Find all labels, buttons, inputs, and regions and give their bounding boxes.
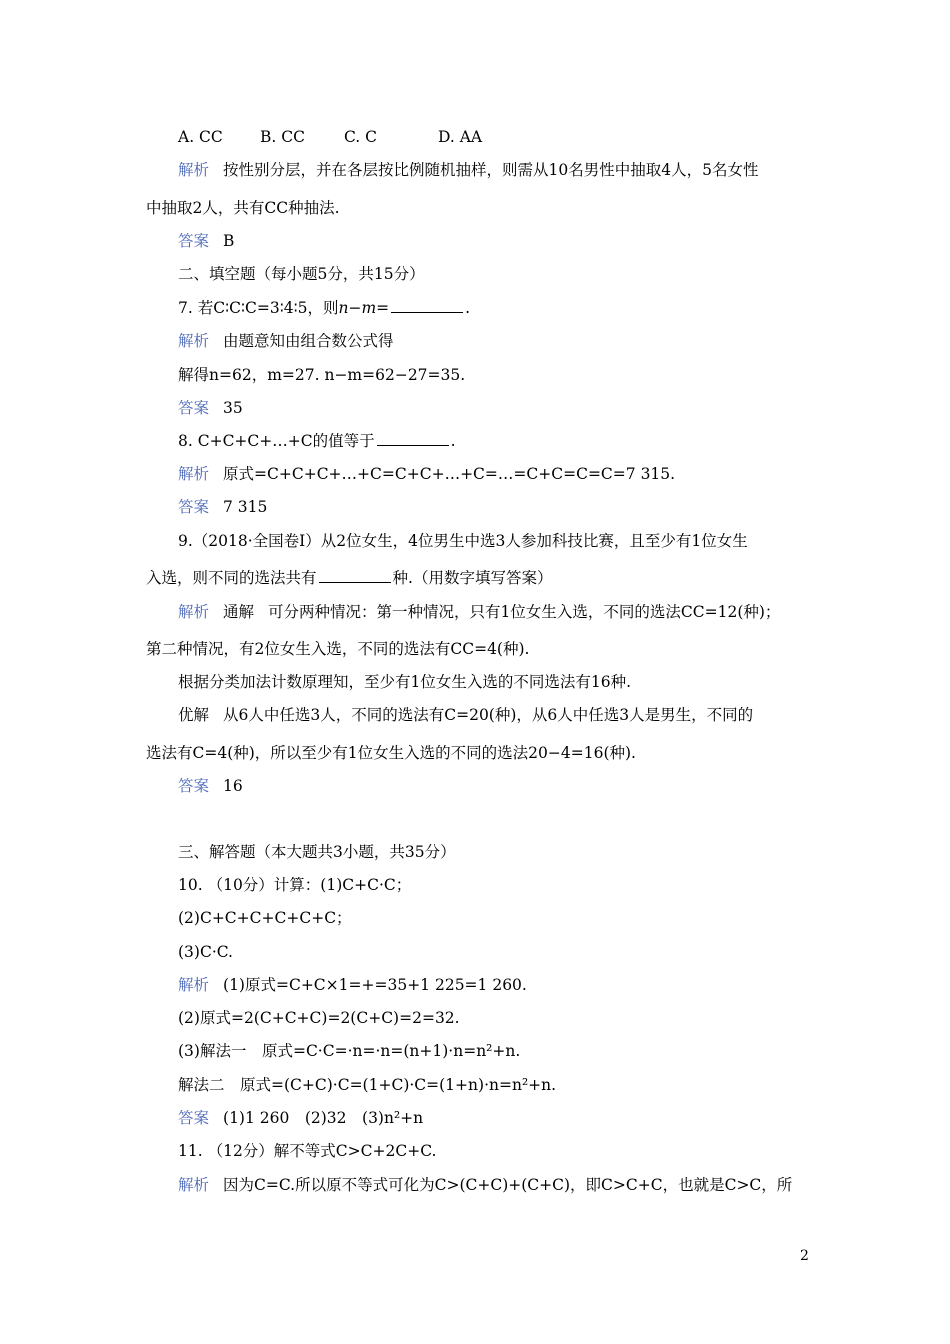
q7-stem-expr: n−m=: [338, 299, 390, 317]
q8-analysis-text: 原式=C+C+C+…+C=C+C+…+C=…=C+C=C=C=7 315.: [223, 465, 676, 483]
answer-tag: 答案: [178, 399, 210, 417]
q10-answer: [178, 1108, 423, 1128]
q9-stem-line1: 9.（2018·全国卷Ⅰ）从2位女生，4位男生中选3人参加科技比赛，且至少有1位女生: [178, 532, 748, 550]
q9-stem-tail: 种.（用数字填写答案）: [392, 569, 553, 587]
q7-stem: [178, 298, 470, 318]
q9-better-line1: [178, 705, 753, 725]
q9-stem-text: 入选，则不同的选法共有: [146, 569, 317, 587]
q7-answer-value: 35: [223, 399, 243, 417]
option-c: C. C: [344, 128, 378, 146]
answer-tag: 答案: [178, 498, 210, 516]
better-solution-label: 优解: [178, 706, 210, 724]
q8-stem-text: 8. C+C+C+…+C的值等于: [178, 432, 375, 450]
page-number: 2: [800, 1248, 809, 1264]
answer-tag: 答案: [178, 232, 210, 250]
analysis-tag: 解析: [178, 161, 210, 179]
q10-answer-value: (1)1 260 (2)32 (3)n²+n: [223, 1109, 424, 1127]
q9-answer: [178, 776, 243, 796]
answer-blank: [319, 568, 391, 583]
choice-options: [178, 127, 482, 147]
q11-analysis: [178, 1175, 792, 1195]
q11-analysis-text: 因为C=C.所以原不等式可化为C>(C+C)+(C+C)，即C>C+C，也就是C>C，所: [223, 1176, 793, 1194]
q10-analysis-line4: 解法二 原式=(C+C)·C=(1+C)·C=(1+n)·n=n²+n.: [178, 1076, 557, 1094]
section3-title: 三、解答题（本大题共3小题，共35分）: [178, 843, 456, 861]
answer-blank: [377, 431, 449, 446]
q10-stem-line3: (3)C·C.: [178, 943, 233, 961]
option-d: D. AA: [438, 128, 483, 146]
general-solution-label: 通解: [223, 603, 255, 621]
answer-blank: [391, 298, 463, 313]
q8-answer-value: 7 315: [223, 498, 268, 516]
q8-stem-end: .: [450, 432, 456, 450]
q7-stem-text: 7. 若C∶C∶C=3∶4∶5，则: [178, 299, 339, 317]
q7-solve: 解得n=62，m=27. n−m=62−27=35.: [178, 366, 466, 384]
answer-tag: 答案: [178, 777, 210, 795]
q7-stem-end: .: [465, 299, 471, 317]
q9-better-text: 从6人中任选3人，不同的选法有C=20(种)，从6人中任选3人是男生，不同的: [223, 706, 754, 724]
q9-general-text: 可分两种情况：第一种情况，只有1位女生入选，不同的选法CC=12(种)；: [268, 603, 781, 621]
analysis-tag: 解析: [178, 465, 210, 483]
q6-answer-value: B: [223, 232, 235, 250]
option-b: B. CC: [260, 128, 305, 146]
q6-analysis-text: 按性别分层，并在各层按比例随机抽样，则需从10名男性中抽取4人，5名女性: [223, 161, 759, 179]
q9-answer-value: 16: [223, 777, 243, 795]
q9-conclusion: 根据分类加法计数原理知，至少有1位女生入选的不同选法有16种.: [178, 673, 632, 691]
section2-title: 二、填空题（每小题5分，共15分）: [178, 265, 425, 283]
q7-answer: [178, 398, 243, 418]
analysis-tag: 解析: [178, 332, 210, 350]
q7-analysis-text: 由题意知由组合数公式得: [223, 332, 394, 350]
analysis-tag: 解析: [178, 976, 210, 994]
q10-analysis-line2: (2)原式=2(C+C+C)=2(C+C)=2=32.: [178, 1009, 460, 1027]
analysis-tag: 解析: [178, 1176, 210, 1194]
q10-analysis-text: (1)原式=C+C×1=+=35+1 225=1 260.: [223, 976, 527, 994]
q8-stem: [178, 431, 456, 451]
q10-analysis-line1: [178, 975, 527, 995]
q9-general-line2: 第二种情况，有2位女生入选，不同的选法有CC=4(种).: [146, 640, 530, 658]
q9-stem-line2: [146, 568, 552, 588]
q9-better-line2: 选法有C=4(种)，所以至少有1位女生入选的不同的选法20−4=16(种).: [146, 744, 636, 762]
q10-stem-line1: 10. （10分）计算：(1)C+C·C；: [178, 876, 412, 894]
answer-tag: 答案: [178, 1109, 210, 1127]
analysis-tag: 解析: [178, 603, 210, 621]
q9-general-line1: [178, 602, 780, 622]
q6-analysis-line1: [178, 160, 758, 180]
q10-analysis-line3: (3)解法一 原式=C·C=·n=·n=(n+1)·n=n²+n.: [178, 1042, 521, 1060]
q8-analysis: [178, 464, 675, 484]
q7-analysis: [178, 331, 394, 351]
option-a: A. CC: [178, 128, 223, 146]
q10-stem-line2: (2)C+C+C+C+C+C；: [178, 909, 352, 927]
q6-answer: [178, 231, 234, 251]
q6-analysis-line2: 中抽取2人，共有CC种抽法.: [146, 199, 340, 217]
q8-answer: [178, 497, 267, 517]
q11-stem: 11. （12分）解不等式C>C+2C+C.: [178, 1142, 437, 1160]
